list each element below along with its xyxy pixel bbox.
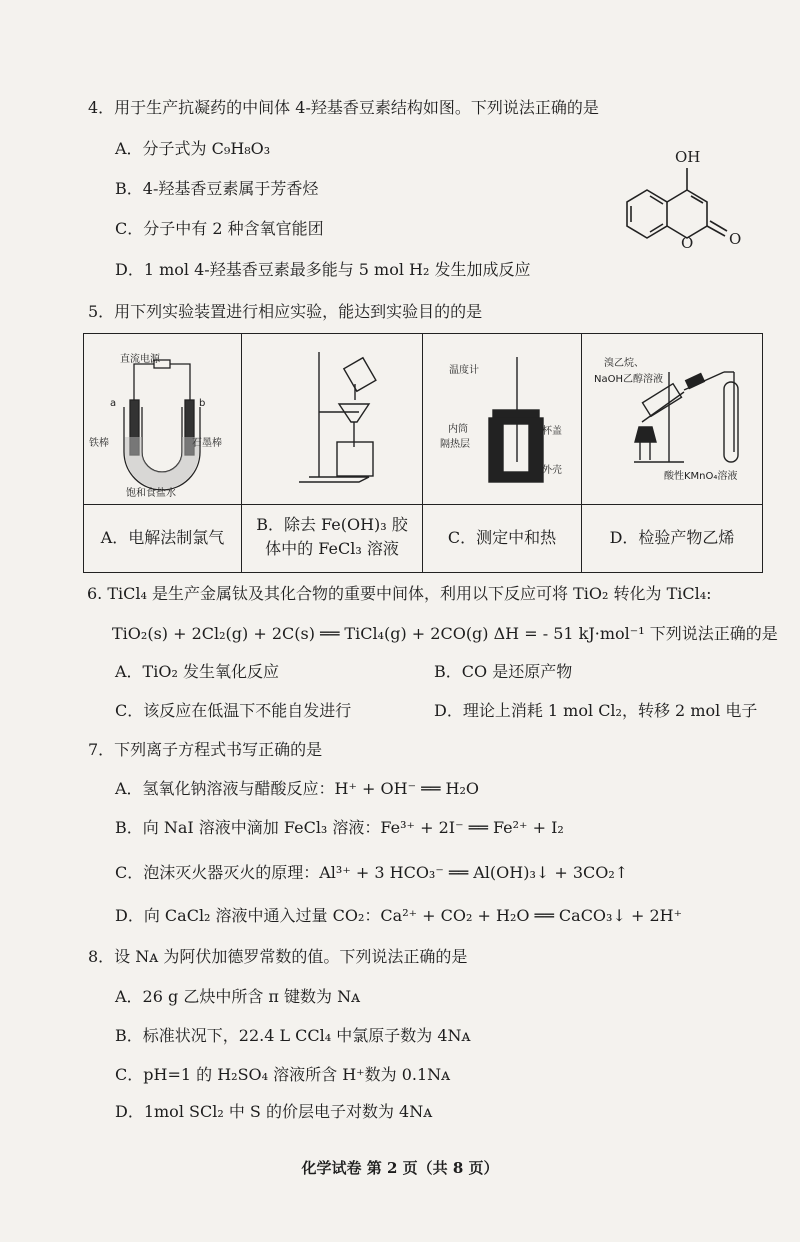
apparatus-table (83, 333, 763, 573)
label-electrode-a: a (110, 398, 117, 409)
q7-option-d: D．向 CaCl₂ 溶液中通入过量 CO₂：Ca²⁺ + CO₂ + H₂O ══ CaCO₃↓ + 2H⁺ (115, 906, 683, 925)
q7-stem: 7．下列离子方程式书写正确的是 (88, 740, 323, 759)
q6-stem: 6. TiCl₄ 是生产金属钛及其化合物的重要中间体，利用以下反应可将 TiO₂ 转化为 TiCl₄: (87, 584, 712, 603)
label-saturated-brine: 饱和食盐水 (126, 488, 176, 499)
label-thermometer: 温度计 (449, 365, 479, 376)
q4-option-d: D．1 mol 4-羟基香豆素最多能与 5 mol H₂ 发生加成反应 (115, 260, 531, 279)
label-dc-power: 直流电源 (120, 354, 160, 365)
q4-option-a-text: A．分子式为 (115, 139, 212, 158)
q8-option-c: C．pH=1 的 H₂SO₄ 溶液所含 H⁺数为 0.1Nᴀ (115, 1065, 451, 1084)
caption-b-line2: 体中的 FeCl₃ 溶液 (265, 539, 399, 558)
caption-d: D．检验产物乙烯 (609, 528, 735, 547)
caption-c: C．测定中和热 (447, 528, 557, 547)
q6-option-c: C．该反应在低温下不能自发进行 (115, 701, 352, 720)
q8-option-a: A．26 g 乙炔中所含 π 键数为 Nᴀ (115, 987, 361, 1006)
filtration-apparatus (259, 342, 409, 500)
q4-option-c: C．分子中有 2 种含氧官能团 (115, 219, 324, 238)
q4-option-b: B．4-羟基香豆素属于芳香烃 (115, 179, 319, 198)
caption-a: A．电解法制氯气 (100, 528, 225, 547)
label-cup-lid: 杯盖 (542, 426, 562, 437)
label-iron-rod: 铁棒 (89, 438, 109, 449)
label-acidic-kmno4: 酸性KMnO₄溶液 (664, 471, 738, 482)
q6-equation: TiO₂(s) + 2Cl₂(g) + 2C(s) ══ TiCl₄(g) + 2CO(g) ΔH = - 51 kJ·mol⁻¹ 下列说法正确的是 (112, 624, 778, 643)
q6-option-d: D．理论上消耗 1 mol Cl₂，转移 2 mol 电子 (434, 701, 758, 720)
label-electrode-b: b (199, 398, 206, 409)
page-footer: 化学试卷 第 2 页（共 8 页） (301, 1159, 499, 1177)
label-bromoethane: 溴乙烷、 (604, 358, 644, 369)
label-insulation-layer: 隔热层 (440, 439, 470, 450)
q4-option-a (115, 139, 270, 159)
label-naoh-ethanol: NaOH乙醇溶液 (594, 374, 663, 385)
q8-option-b: B．标准状况下，22.4 L CCl₄ 中氯原子数为 4Nᴀ (115, 1026, 471, 1045)
q7-option-b: B．向 NaI 溶液中滴加 FeCl₃ 溶液：Fe³⁺ + 2I⁻ ══ Fe²⁺ + I₂ (115, 818, 564, 837)
struct-carbonyl-oxygen: O (729, 230, 742, 248)
label-graphite-rod: 石墨棒 (192, 438, 222, 449)
q4-option-a-formula: C₉H₈O₃ (211, 139, 271, 158)
q5-stem: 5．用下列实验装置进行相应实验，能达到实验目的的是 (88, 302, 483, 321)
q6-option-a: A．TiO₂ 发生氧化反应 (115, 662, 279, 681)
struct-oh-label: OH (675, 148, 701, 166)
q4-stem: 4．用于生产抗凝药的中间体 4-羟基香豆素结构如图。下列说法正确的是 (88, 98, 599, 117)
q7-option-a: A．氢氧化钠溶液与醋酸反应：H⁺ + OH⁻ ══ H₂O (115, 779, 479, 798)
label-outer-shell: 外壳 (542, 465, 562, 476)
caption-b-line1: B．除去 Fe(OH)₃ 胶 (256, 515, 408, 534)
electrolysis-apparatus (92, 342, 237, 500)
q6-option-b: B．CO 是还原产物 (434, 662, 573, 681)
label-inner-cylinder: 内筒 (448, 424, 468, 435)
q7-option-c: C．泡沫灭火器灭火的原理：Al³⁺ + 3 HCO₃⁻ ══ Al(OH)₃↓ + 3CO₂↑ (115, 863, 629, 882)
q8-stem: 8．设 Nᴀ 为阿伏加德罗常数的值。下列说法正确的是 (88, 947, 468, 966)
q8-option-d: D．1mol SCl₂ 中 S 的价层电子对数为 4Nᴀ (115, 1102, 433, 1121)
hydroxycoumarin-structure (612, 140, 782, 270)
struct-ring-oxygen: O (681, 234, 694, 252)
